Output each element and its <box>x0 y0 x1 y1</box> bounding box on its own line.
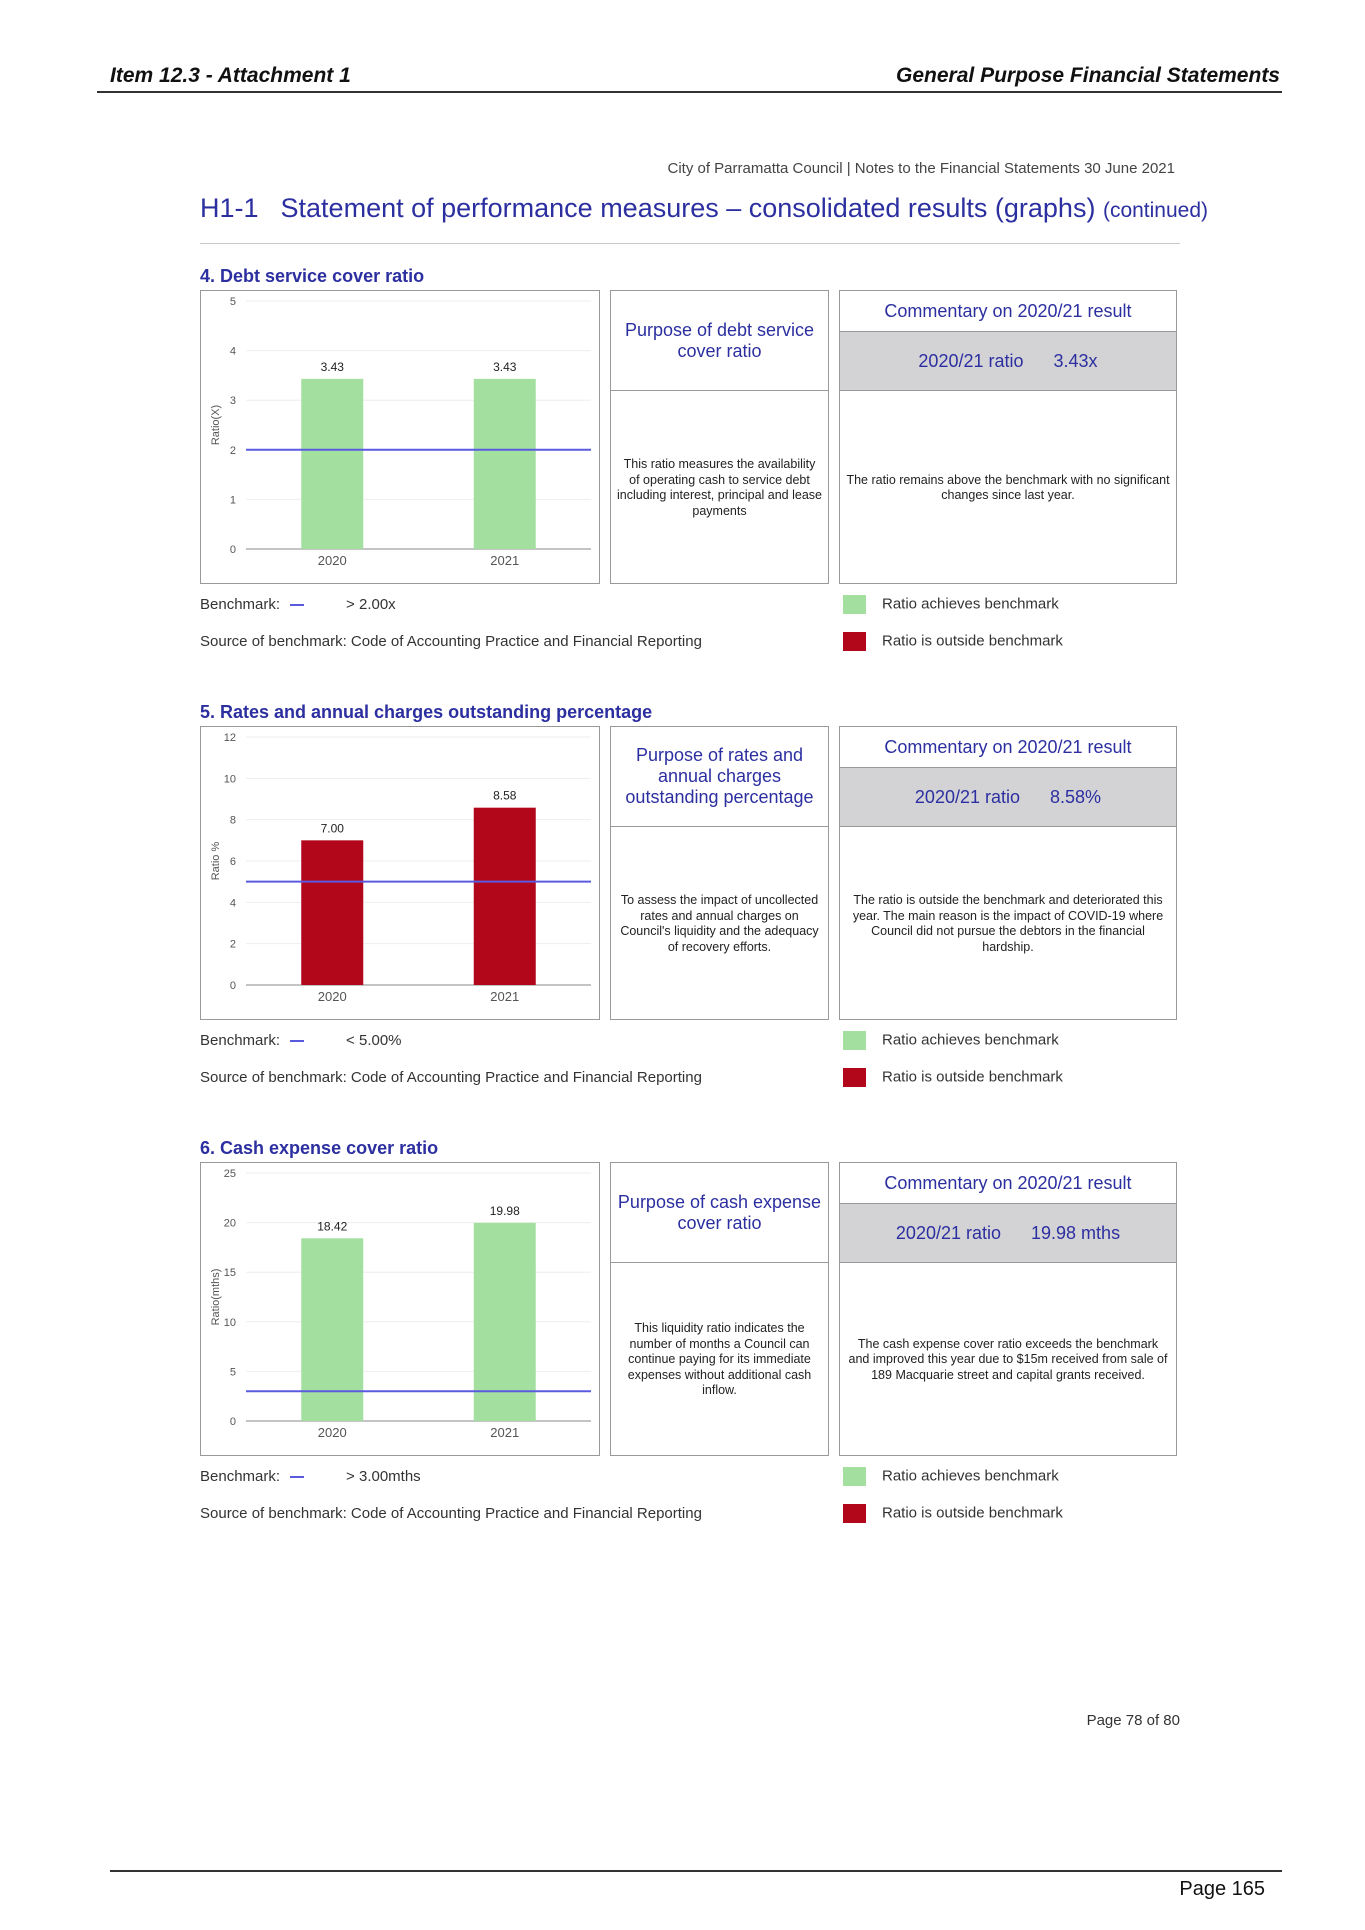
y-tick-label: 12 <box>223 732 236 744</box>
green-swatch <box>843 595 866 614</box>
page-number: Page 165 <box>1179 1878 1265 1900</box>
benchmark-label: Benchmark: <box>200 596 281 613</box>
bar-2021 <box>474 808 536 985</box>
legend-achieves <box>843 1031 1059 1050</box>
benchmark-line-swatch <box>290 1040 304 1042</box>
ratio-row <box>840 332 1176 391</box>
red-swatch <box>843 632 866 651</box>
commentary-text: The ratio is outside the benchmark and deteriorated this year. The main reason is the impact of COVID-19 where Council did not pursue the debtors in the financial hardship. <box>852 893 1164 954</box>
y-tick-label: 4 <box>229 897 236 910</box>
purpose-text: This liquidity ratio indicates the number of months a Council can continue paying for its immediate expenses without additional cash inflow. <box>627 1321 812 1398</box>
x-tick-label: 2021 <box>490 989 520 1004</box>
page-title-number: H1-1 <box>200 193 259 223</box>
y-tick-label: 8 <box>229 814 236 827</box>
legend-outside-label: Ratio is outside benchmark <box>882 1504 1063 1522</box>
title-divider <box>200 243 1180 244</box>
benchmark-row <box>200 1032 402 1049</box>
data-label: 3.43 <box>493 359 517 374</box>
page-title-text: Statement of performance measures – consolidated results (graphs) <box>280 193 1096 223</box>
y-tick-label: 4 <box>229 345 236 358</box>
y-tick-label: 10 <box>223 773 236 786</box>
bar-2020 <box>301 1238 363 1421</box>
statement-label: General Purpose Financial Statements <box>896 64 1280 87</box>
benchmark-value: < 5.00% <box>346 1032 402 1049</box>
y-tick-label: 25 <box>223 1168 236 1180</box>
commentary-box <box>839 726 1177 1020</box>
chart-debt-service <box>200 290 600 584</box>
purpose-box <box>610 1162 829 1456</box>
page-title-continued: (continued) <box>1102 199 1209 222</box>
chart-cash-expense <box>200 1162 600 1456</box>
legend-outside-label: Ratio is outside benchmark <box>882 632 1063 650</box>
commentary-text: The cash expense cover ratio exceeds the benchmark and improved this year due to $15m received from sale of 189 Macquarie street and capital grants received. <box>848 1336 1168 1382</box>
benchmark-source: Source of benchmark: Code of Accounting Practice and Financial Reporting <box>200 1069 702 1086</box>
y-tick-label: 0 <box>229 544 236 556</box>
y-tick-label: 5 <box>229 1366 236 1379</box>
legend-outside <box>843 632 1063 651</box>
benchmark-line-swatch <box>290 1476 304 1478</box>
purpose-title: Purpose of cash expense cover ratio <box>611 1163 828 1263</box>
benchmark-row <box>200 596 396 613</box>
x-tick-label: 2020 <box>317 1425 347 1440</box>
doc-subtitle: City of Parramatta Council | Notes to the Financial Statements 30 June 2021 <box>667 160 1175 177</box>
red-swatch <box>843 1068 866 1087</box>
data-label: 7.00 <box>320 821 344 836</box>
y-axis-label: Ratio(mths) <box>210 1268 222 1326</box>
y-tick-label: 20 <box>223 1217 236 1230</box>
purpose-title: Purpose of debt service cover ratio <box>611 291 828 391</box>
green-swatch <box>843 1031 866 1050</box>
purpose-box <box>610 726 829 1020</box>
ratio-label: 2020/21 ratio <box>895 1222 1002 1243</box>
ratio-value: 19.98 mths <box>1031 1222 1121 1243</box>
y-tick-label: 10 <box>223 1316 236 1329</box>
y-tick-label: 2 <box>229 444 236 457</box>
attachment-label: Item 12.3 - Attachment 1 <box>110 64 351 87</box>
page-number-notes: Page 78 of 80 <box>1086 1712 1180 1729</box>
data-label: 19.98 <box>489 1203 520 1218</box>
y-tick-label: 15 <box>223 1267 236 1280</box>
page-title <box>200 193 1208 224</box>
purpose-title: Purpose of rates and annual charges outstanding percentage <box>611 727 828 827</box>
x-tick-label: 2020 <box>317 989 347 1004</box>
header-divider <box>97 91 1282 93</box>
section-title: 5. Rates and annual charges outstanding percentage <box>200 702 653 722</box>
ratio-row <box>840 1204 1176 1263</box>
benchmark-label: Benchmark: <box>200 1468 281 1485</box>
benchmark-source: Source of benchmark: Code of Accounting Practice and Financial Reporting <box>200 1505 702 1522</box>
y-tick-label: 6 <box>229 856 236 868</box>
commentary-box <box>839 290 1177 584</box>
ratio-label: 2020/21 ratio <box>914 786 1021 807</box>
y-tick-label: 3 <box>229 395 236 408</box>
bar-2021 <box>474 379 536 549</box>
benchmark-line-swatch <box>290 604 304 606</box>
section-title: 4. Debt service cover ratio <box>200 266 425 286</box>
benchmark-source: Source of benchmark: Code of Accounting Practice and Financial Reporting <box>200 633 702 650</box>
x-tick-label: 2021 <box>490 553 520 568</box>
ratio-row <box>840 768 1176 827</box>
legend-achieves-label: Ratio achieves benchmark <box>882 1031 1059 1049</box>
y-axis-label: Ratio(X) <box>210 404 222 446</box>
commentary-title: Commentary on 2020/21 result <box>840 1163 1176 1204</box>
y-tick-label: 2 <box>229 938 236 951</box>
legend-outside <box>843 1068 1063 1087</box>
commentary-title: Commentary on 2020/21 result <box>840 727 1176 768</box>
benchmark-value: > 3.00mths <box>346 1468 421 1485</box>
commentary-title: Commentary on 2020/21 result <box>840 291 1176 332</box>
ratio-label: 2020/21 ratio <box>918 350 1024 371</box>
x-tick-label: 2020 <box>317 553 347 568</box>
purpose-box <box>610 290 829 584</box>
purpose-text: To assess the impact of uncollected rates and annual charges on Council's liquidity and the adequacy of recovery efforts. <box>620 893 819 954</box>
bar-2020 <box>301 379 363 549</box>
chart-svg <box>201 291 601 585</box>
legend-achieves-label: Ratio achieves benchmark <box>882 1467 1059 1485</box>
y-tick-label: 5 <box>229 296 236 308</box>
footer-divider <box>110 1870 1282 1872</box>
legend-outside <box>843 1504 1063 1523</box>
y-tick-label: 0 <box>229 980 236 992</box>
commentary-box <box>839 1162 1177 1456</box>
data-label: 18.42 <box>317 1219 348 1234</box>
red-swatch <box>843 1504 866 1523</box>
commentary-text: The ratio remains above the benchmark with no significant changes since last year. <box>846 472 1170 502</box>
chart-svg <box>201 1163 601 1457</box>
legend-achieves <box>843 595 1059 614</box>
x-tick-label: 2021 <box>490 1425 520 1440</box>
y-tick-label: 0 <box>229 1416 236 1428</box>
bar-2020 <box>301 840 363 985</box>
benchmark-row <box>200 1468 421 1485</box>
data-label: 3.43 <box>320 359 344 374</box>
ratio-value: 3.43x <box>1053 350 1098 371</box>
legend-achieves <box>843 1467 1059 1486</box>
benchmark-value: > 2.00x <box>346 596 396 613</box>
section-title: 6. Cash expense cover ratio <box>200 1138 439 1158</box>
purpose-text: This ratio measures the availability of operating cash to service debt including interest, principal and lease payments <box>617 457 822 518</box>
y-axis-label: Ratio % <box>210 841 222 881</box>
legend-achieves-label: Ratio achieves benchmark <box>882 595 1059 613</box>
chart-svg <box>201 727 601 1021</box>
chart-rates-outstanding <box>200 726 600 1020</box>
ratio-value: 8.58% <box>1050 786 1102 807</box>
benchmark-label: Benchmark: <box>200 1032 281 1049</box>
legend-outside-label: Ratio is outside benchmark <box>882 1068 1063 1086</box>
data-label: 8.58 <box>493 788 517 803</box>
green-swatch <box>843 1467 866 1486</box>
y-tick-label: 1 <box>229 494 236 507</box>
